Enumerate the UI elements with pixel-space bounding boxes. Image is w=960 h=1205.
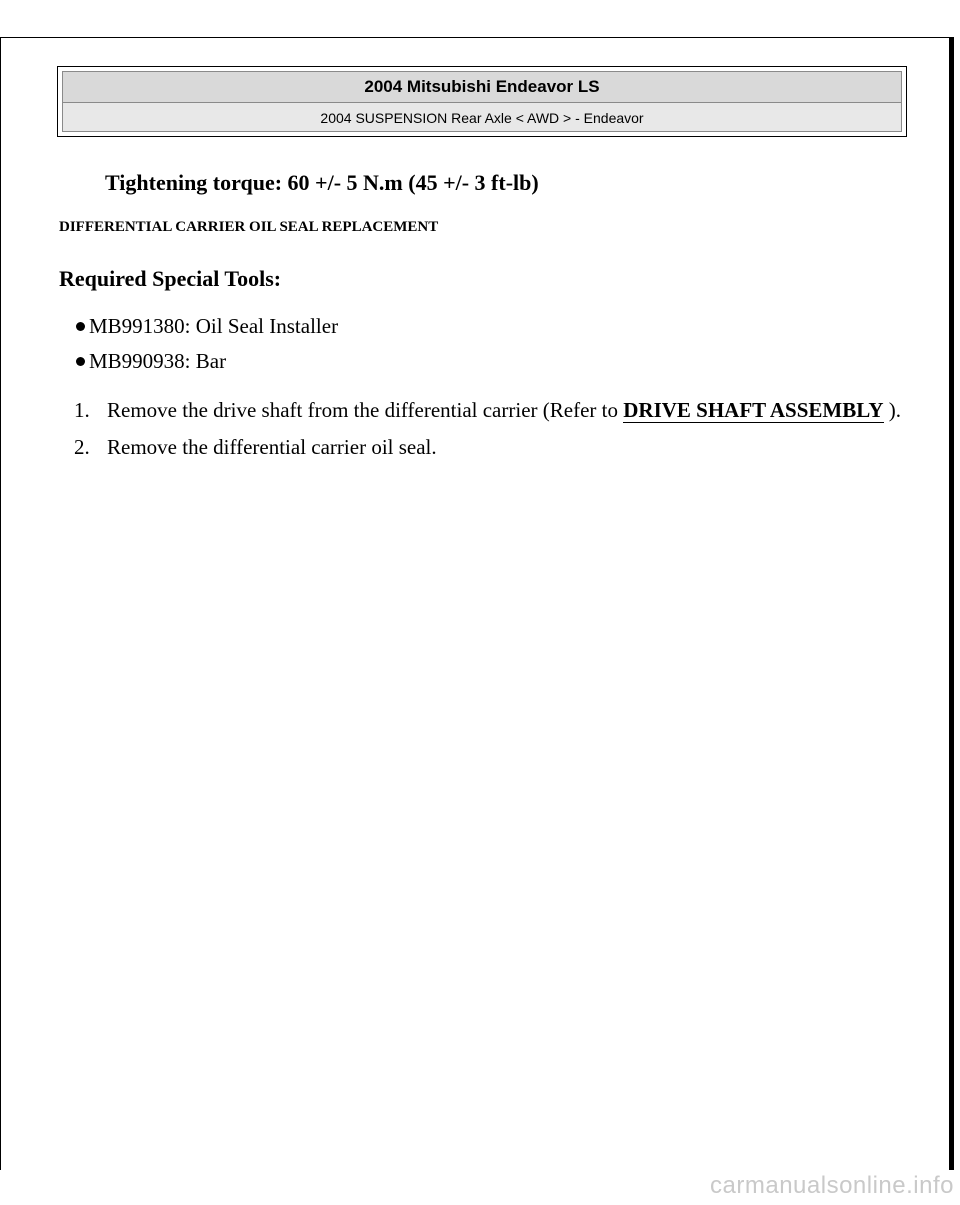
tool-list [76,313,338,383]
tool-item-label: MB991380: Oil Seal Installer [89,314,339,338]
step-text: Remove the differential carrier oil seal. [107,435,437,459]
drive-shaft-assembly-link[interactable]: DRIVE SHAFT ASSEMBLY [623,398,884,422]
torque-spec: Tightening torque: 60 +/- 5 N.m (45 +/- 3 ft-lb) [105,170,539,195]
watermark: carmanualsonline.info [710,1172,954,1199]
bullet-icon [76,322,85,331]
step-number: 2. [74,435,90,459]
step-text-end: ). [883,398,901,422]
tool-item-label: MB990938: Bar [89,349,227,373]
procedure-step [74,396,904,425]
tools-heading: Required Special Tools: [59,266,282,291]
step-text: Remove the drive shaft from the differential carrier (Refer to [107,398,624,422]
tool-item [76,348,338,383]
header-inner [62,71,902,132]
procedure-steps [74,396,904,470]
section-heading: DIFFERENTIAL CARRIER OIL SEAL REPLACEMENT [59,219,439,235]
document-header [57,66,907,137]
bullet-icon [76,357,85,366]
step-number: 1. [74,398,90,422]
section-subtitle: 2004 SUSPENSION Rear Axle < AWD > - Endeavor [63,103,901,131]
tool-item [76,313,338,348]
page-frame [0,37,954,1170]
procedure-step [74,433,904,462]
vehicle-title: 2004 Mitsubishi Endeavor LS [63,72,901,103]
